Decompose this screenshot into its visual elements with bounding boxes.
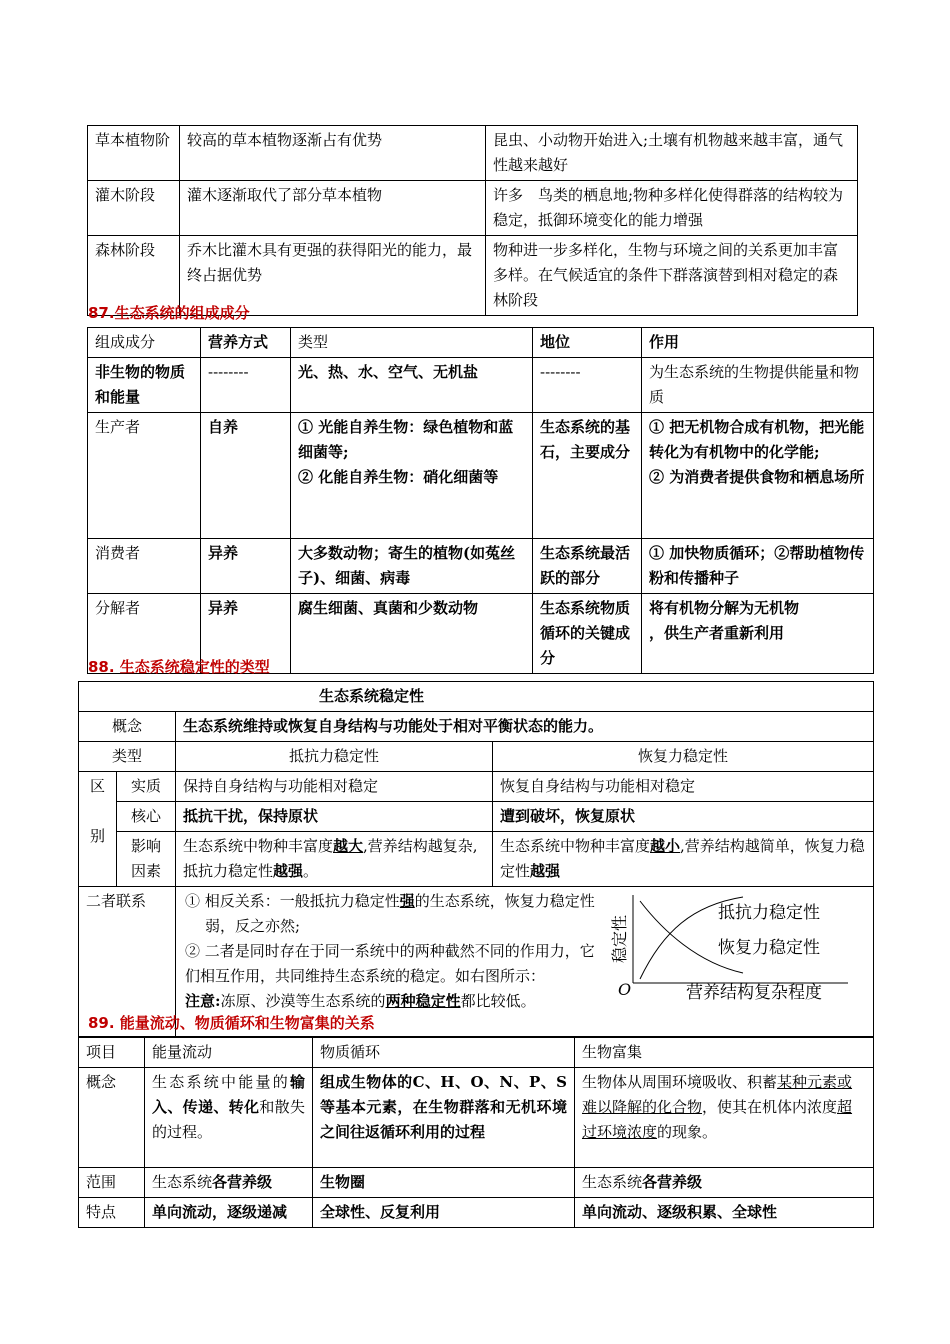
header-cell: 能量流动 <box>145 1038 313 1068</box>
cell: 单向流动、逐级积累、全球性 <box>575 1198 874 1228</box>
text: 生态系统 <box>152 1173 213 1191</box>
cell <box>79 772 117 887</box>
table-header-row <box>88 328 874 358</box>
text <box>185 989 597 1014</box>
text: ，供生产者重新利用 <box>649 624 785 642</box>
stability-table <box>78 681 874 1037</box>
text: 注意: <box>185 992 221 1010</box>
header-cell: 营养方式 <box>201 328 291 358</box>
header-cell: 地位 <box>533 328 642 358</box>
text: ① 光能自养生物：绿色植物和蓝细菌等; <box>298 418 514 461</box>
cell: -------- <box>201 358 291 413</box>
cell: 腐生细菌、真菌和少数动物 <box>291 594 533 674</box>
cell: 分解者 <box>88 594 201 674</box>
cell: 灌木逐渐取代了部分草本植物 <box>180 181 486 236</box>
cell: 生态系统最活跃的部分 <box>533 539 642 594</box>
cell: 大多数动物；寄生的植物(如菟丝子)、细菌、病毒 <box>291 539 533 594</box>
cell: 生态系统的基石，主要成分 <box>533 413 642 539</box>
cell: 影响因素 <box>117 832 176 887</box>
header-cell: 组成成分 <box>88 328 201 358</box>
text: ② 化能自养生物：硝化细菌等 <box>298 468 499 486</box>
table-row <box>79 832 874 887</box>
cell: 乔木比灌木具有更强的获得阳光的能力，最终占据优势 <box>180 236 486 316</box>
text: 越大 <box>333 837 364 855</box>
header-cell: 生物富集 <box>575 1038 874 1068</box>
cell: 抵抗力稳定性 <box>176 742 493 772</box>
table-row <box>79 1198 874 1228</box>
cell <box>575 1168 874 1198</box>
origin-label: O <box>618 980 632 999</box>
cell: 生物圈 <box>313 1168 575 1198</box>
ecosystem-components-table <box>87 327 874 674</box>
text: 和散失的过程。 <box>152 1098 305 1141</box>
y-axis-label: 稳定性 <box>610 914 629 964</box>
text: 生态系统中物种丰富度 <box>183 837 334 855</box>
text: 各营养级 <box>212 1173 273 1191</box>
cell: 物种进一步多样化，生物与环境之间的关系更加丰富多样。在气候适宜的条件下群落演替到相对稳定的森林阶段 <box>486 236 858 316</box>
cell: 为生态系统的生物提供能量和物质 <box>642 358 874 413</box>
table-row <box>88 126 858 181</box>
text: ,营养结构越简单，恢复力稳定性 <box>500 837 865 880</box>
cell: 遭到破坏，恢复原状 <box>493 802 874 832</box>
header-cell: 作用 <box>642 328 874 358</box>
cell: 二者联系 <box>79 887 176 1037</box>
text: 的现象。 <box>657 1123 718 1141</box>
cell: 特点 <box>79 1198 145 1228</box>
text: ，使其在机体内浓度 <box>702 1098 838 1116</box>
cell <box>145 1068 313 1168</box>
text: 。 <box>303 862 319 880</box>
curve-label-recovery: 恢复力稳定性 <box>718 938 820 958</box>
cell: 恢复自身结构与功能相对稳定 <box>493 772 874 802</box>
cell <box>493 832 874 887</box>
table-row <box>88 181 858 236</box>
text: 越强 <box>530 862 561 880</box>
text: 生态系统中能量的 <box>152 1073 290 1091</box>
cell: 消费者 <box>88 539 201 594</box>
cell: 异养 <box>201 539 291 594</box>
table-row <box>79 712 874 742</box>
cell: 概念 <box>79 1068 145 1168</box>
cell: -------- <box>533 358 642 413</box>
text: 区 <box>89 777 105 795</box>
cell <box>642 594 874 674</box>
cell: 较高的草本植物逐渐占有优势 <box>180 126 486 181</box>
cell: 森林阶段 <box>88 236 180 316</box>
table-row <box>88 413 874 539</box>
cell: 核心 <box>117 802 176 832</box>
cell: ① 加快物质循环；②帮助植物传粉和传播种子 <box>642 539 874 594</box>
text: 超过环境浓度 <box>582 1098 853 1141</box>
table-row <box>88 539 874 594</box>
text <box>185 889 597 939</box>
table-row <box>79 1068 874 1168</box>
header-cell: 项目 <box>79 1038 145 1068</box>
cell: 类型 <box>79 742 176 772</box>
text: 生态系统中物种丰富度 <box>500 837 651 855</box>
cell: 概念 <box>79 712 176 742</box>
text: 冻原、沙漠等生态系统的 <box>220 992 386 1010</box>
header-cell: 生态系统稳定性 <box>79 682 874 712</box>
cell: 非生物的物质和能量 <box>88 358 201 413</box>
cell: 异养 <box>201 594 291 674</box>
cell: 生态系统维持或恢复自身结构与功能处于相对平衡状态的能力。 <box>176 712 874 742</box>
text: 将有机物分解为无机物 <box>649 599 800 617</box>
cell: 全球性、反复利用 <box>313 1198 575 1228</box>
text: ① 相反关系：一般抵抗力稳定性 <box>185 892 400 910</box>
table-header-row <box>79 1038 874 1068</box>
text: 的生态系统，恢复力稳定性弱，反之亦然; <box>205 892 595 935</box>
cell: 生态系统物质循环的关键成分 <box>533 594 642 674</box>
cell: 昆虫、小动物开始进入;土壤有机物越来越丰富，通气性越来越好 <box>486 126 858 181</box>
text: 两种稳定性 <box>385 992 461 1010</box>
text: 强 <box>399 892 415 910</box>
cell <box>176 832 493 887</box>
header-cell: 类型 <box>291 328 533 358</box>
succession-table <box>87 125 858 316</box>
cell <box>145 1168 313 1198</box>
cell: 抵抗干扰，保持原状 <box>176 802 493 832</box>
section-title-89: 89. 能量流动、物质循环和生物富集的关系 <box>88 1014 375 1032</box>
table-header-row <box>79 682 874 712</box>
cell: 光、热、水、空气、无机盐 <box>291 358 533 413</box>
table-row <box>88 358 874 413</box>
text: 各营养级 <box>642 1173 703 1191</box>
stability-graph <box>608 891 853 1016</box>
text: ② 二者是同时存在于同一系统中的两种截然不同的作用力，它们相互作用，共同维持生态系统的稳定。如右图所示： <box>185 942 595 985</box>
cell: 许多 鸟类的栖息地;物种多样化使得群落的结构较为稳定，抵御环境变化的能力增强 <box>486 181 858 236</box>
text: 越强 <box>273 862 304 880</box>
text: ② 为消费者提供食物和栖息场所 <box>649 468 865 486</box>
section-title-88: 88. 生态系统稳定性的类型 <box>88 658 270 676</box>
cell: 单向流动，逐级递减 <box>145 1198 313 1228</box>
text: 生态系统 <box>582 1173 643 1191</box>
cell <box>291 413 533 539</box>
text: 某种元素或难以降解的化合物 <box>582 1073 853 1116</box>
curve-label-resistance: 抵抗力稳定性 <box>718 903 820 923</box>
table-row <box>79 802 874 832</box>
cell: 灌木阶段 <box>88 181 180 236</box>
table-row <box>79 772 874 802</box>
cell: 实质 <box>117 772 176 802</box>
cell <box>575 1068 874 1168</box>
cell: 自养 <box>201 413 291 539</box>
cell: 草本植物阶 <box>88 126 180 181</box>
table-row <box>79 1168 874 1198</box>
text: 都比较低。 <box>460 992 536 1010</box>
text: 别 <box>89 827 105 845</box>
cell: 恢复力稳定性 <box>493 742 874 772</box>
energy-matter-table <box>78 1037 874 1228</box>
cell: 组成生物体的C、H、O、N、P、S等基本元素，在生物群落和无机环境之间往返循环利用的过程 <box>313 1068 575 1168</box>
cell: 范围 <box>79 1168 145 1198</box>
text: 生物体从周围环境吸收、积蓄 <box>582 1073 778 1091</box>
cell: 生产者 <box>88 413 201 539</box>
text: 输入、传递、转化 <box>152 1073 305 1116</box>
text: ① 把无机物合成有机物，把光能转化为有机物中的化学能; <box>649 418 865 461</box>
header-cell: 物质循环 <box>313 1038 575 1068</box>
cell: 保持自身结构与功能相对稳定 <box>176 772 493 802</box>
cell <box>642 413 874 539</box>
text: 越小 <box>650 837 681 855</box>
section-title-87: 87.生态系统的组成成分 <box>88 304 250 322</box>
text: ,营养结构越复杂,抵抗力稳定性 <box>183 837 478 880</box>
table-row <box>79 742 874 772</box>
x-axis-label: 营养结构复杂程度 <box>686 983 822 1003</box>
